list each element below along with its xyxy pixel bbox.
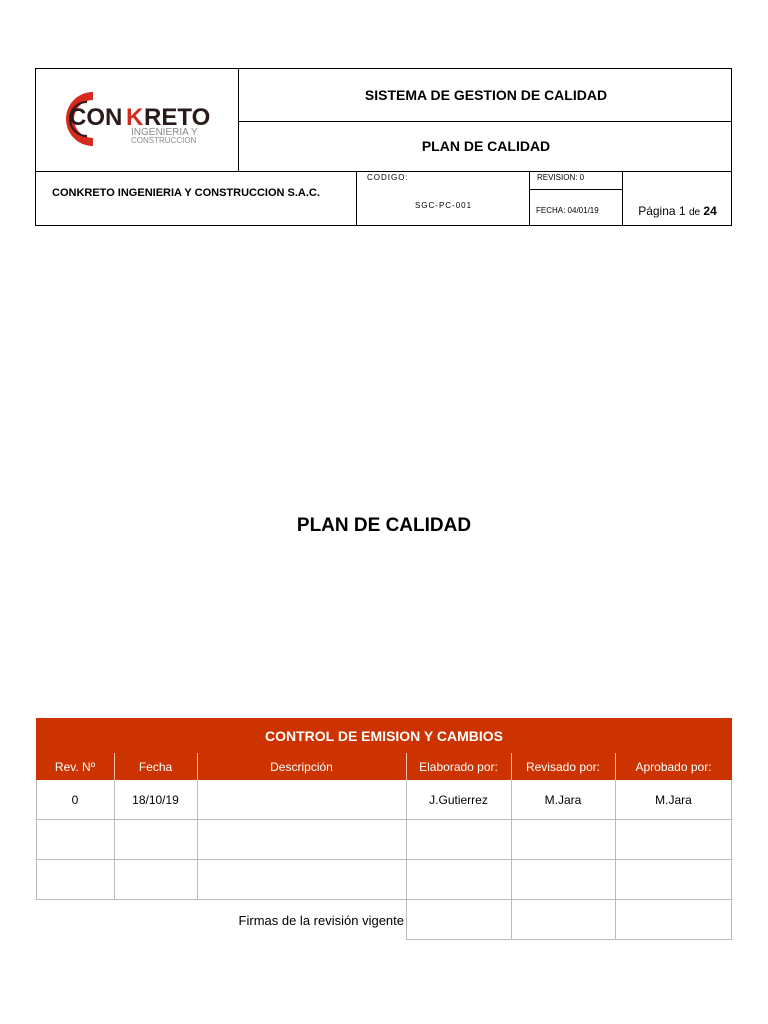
date-label: FECHA: 04/01/19 bbox=[536, 206, 599, 215]
page-current: 1 bbox=[678, 204, 686, 218]
header-revisado: Revisado por: bbox=[511, 753, 615, 780]
system-title: SISTEMA DE GESTION DE CALIDAD bbox=[364, 86, 608, 103]
header-fecha: Fecha bbox=[114, 753, 197, 780]
signature-label: Firmas de la revisión vigente bbox=[238, 912, 404, 928]
page-number bbox=[623, 204, 732, 218]
document-title: PLAN DE CALIDAD bbox=[296, 515, 472, 536]
company-logo bbox=[47, 88, 227, 150]
logo-line1: INGENIERIA Y bbox=[131, 127, 198, 138]
document-header bbox=[35, 68, 732, 226]
row1-fecha: 18/10/19 bbox=[132, 793, 179, 807]
svg-text:K: K bbox=[126, 104, 144, 131]
header-elaborado: Elaborado por: bbox=[406, 753, 511, 780]
row1-rev: 0 bbox=[71, 793, 79, 807]
svg-text:RETO: RETO bbox=[144, 104, 211, 131]
logo-line2: CONSTRUCCION bbox=[131, 136, 197, 145]
plan-title: PLAN DE CALIDAD bbox=[421, 138, 551, 154]
page-prefix: Página bbox=[638, 204, 676, 218]
row1-descripcion bbox=[197, 780, 406, 820]
page-of: de bbox=[688, 207, 701, 218]
svg-text:CON: CON bbox=[69, 104, 123, 131]
row1-elaborado: J.Gutierrez bbox=[429, 793, 488, 807]
page-total: 24 bbox=[703, 204, 717, 218]
revision-label: REVISION: 0 bbox=[537, 173, 585, 182]
row1-revisado: M.Jara bbox=[544, 793, 582, 807]
control-table bbox=[36, 718, 732, 940]
company-name: CONKRETO INGENIERIA Y CONSTRUCCION S.A.C. bbox=[52, 187, 320, 199]
row1-aprobado: M.Jara bbox=[655, 793, 692, 807]
header-rev-no: Rev. Nº bbox=[36, 753, 114, 780]
table-row bbox=[36, 860, 732, 900]
header-aprobado: Aprobado por: bbox=[615, 753, 732, 780]
table-row bbox=[36, 820, 732, 860]
code-label: CODIGO: bbox=[367, 173, 409, 182]
control-table-title: CONTROL DE EMISION Y CAMBIOS bbox=[36, 718, 732, 753]
code-value: SGC-PC-001 bbox=[414, 201, 473, 210]
header-descripcion: Descripción bbox=[197, 753, 406, 780]
